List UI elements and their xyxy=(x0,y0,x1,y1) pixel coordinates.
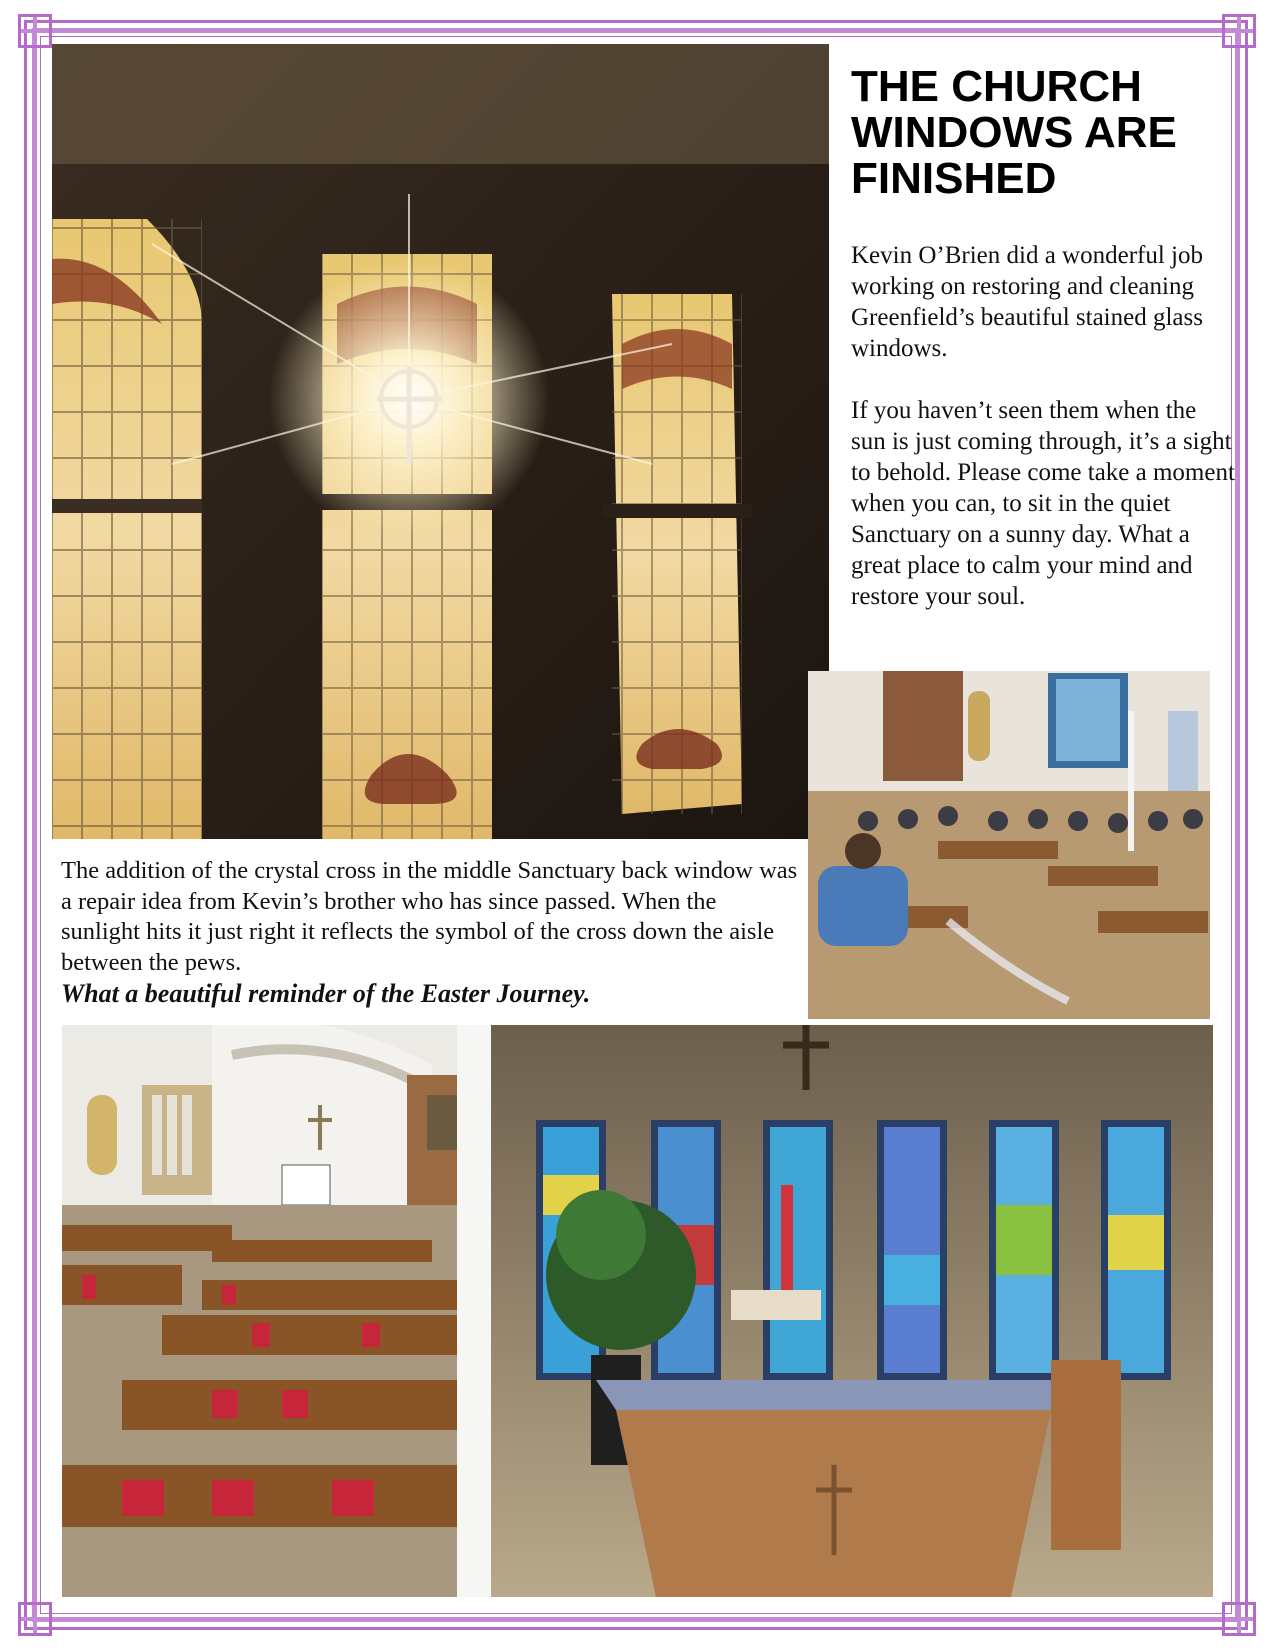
article-paragraph-2: If you haven’t seen them when the sun is just coming through, it’s a sight to behold. Please come take a moment when you can, to sit in the quiet Sanctuary on a sunny day. What a great place to calm your mind and restore your soul. xyxy=(851,397,1235,610)
stained-glass-windows-photo xyxy=(52,44,829,839)
border-corner-ornament xyxy=(1222,14,1256,48)
altar-stained-glass-photo xyxy=(491,1025,1213,1597)
caption-text: The addition of the crystal cross in the middle Sanctuary back window was a repair idea from Kevin’s brother who has since passed. When the sunlight hits it just right it reflects the symbol of the cross down the aisle between the pews. xyxy=(61,857,798,976)
border-corner-ornament xyxy=(1222,1602,1256,1636)
border-corner-ornament xyxy=(18,1602,52,1636)
caption-emphasis: What a beautiful reminder of the Easter Journey. xyxy=(61,979,591,1008)
window-caption xyxy=(61,856,801,1010)
sanctuary-pews-photo xyxy=(62,1025,491,1597)
congregation-photo xyxy=(808,671,1210,1019)
border-corner-ornament xyxy=(18,14,52,48)
article-title: THE CHURCH WINDOWS ARE FINISHED xyxy=(851,62,1177,203)
article-paragraph-1: Kevin O’Brien did a wonderful job working on restoring and cleaning Greenfield’s beautiful stained glass windows. xyxy=(851,242,1204,362)
